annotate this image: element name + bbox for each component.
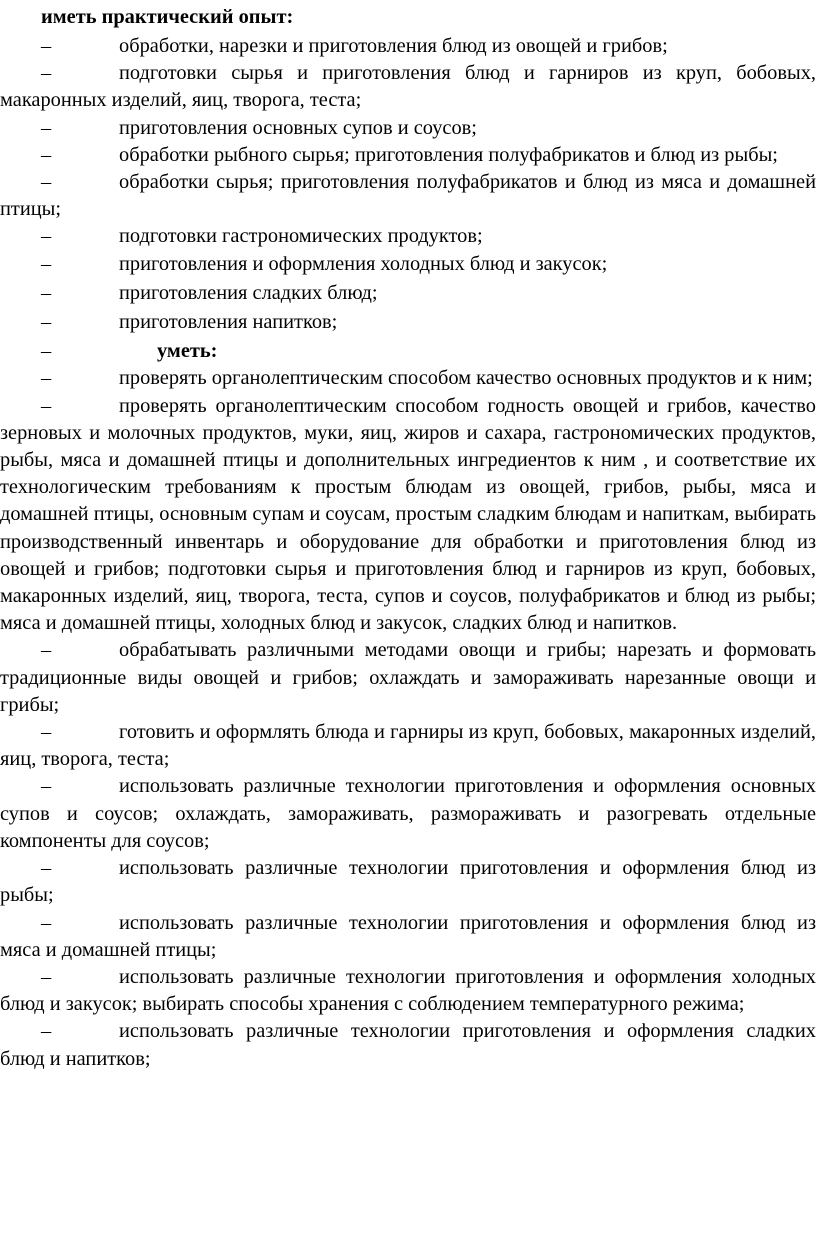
experience-item: – подготовки гастрономических продуктов;: [0, 223, 816, 250]
dash-marker: –: [41, 281, 52, 304]
skill-item: – использовать различные технологии приготовления и оформления блюд из мяса и домашней птицы;: [0, 911, 816, 961]
skill-item: – использовать различные технологии приготовления и оформления сладких блюд и напитков;: [0, 1020, 816, 1070]
experience-item: – приготовления и оформления холодных блюд и закусок;: [0, 251, 816, 278]
dash-marker: –: [41, 911, 52, 934]
experience-item: – приготовления основных супов и соусов;: [0, 115, 816, 142]
dash-marker: –: [41, 775, 52, 798]
experience-item: – приготовления сладких блюд;: [0, 280, 816, 307]
dash-marker: –: [41, 367, 52, 390]
experience-item: – обработки рыбного сырья; приготовления полуфабрикатов и блюд из рыбы;: [0, 142, 816, 169]
dash-marker: –: [41, 252, 52, 275]
dash-marker: –: [41, 311, 52, 334]
dash-marker: –: [41, 62, 52, 85]
skill-item: – готовить и оформлять блюда и гарниры из круп, бобовых, макаронных изделий, яиц, творога, теста;: [0, 721, 816, 771]
dash-marker: –: [41, 143, 52, 166]
skill-item: – проверять органолептическим способом годность овощей и грибов, качество зерновых и молочных продуктов, муки, яиц, жиров и сахара, гастрономических продуктов, рыбы, мяса и домашней птицы и дополнительных ингредиентов к ним , и соответствие их технологическим требованиям к простым блюдам из овощей, грибов, рыбы, мяса и домашней птицы, основным супам и соусам, простым сладким блюдам и напиткам, выбирать производственный инвентарь и оборудование для обработки и приготовления блюд из овощей и грибов; подготовки сырья и приготовления блюд и гарниров из круп, бобовых, макаронных изделий, яиц, творога, теста, супов и соусов, полуфабрикатов и блюд из рыбы; мяса и домашней птицы, холодных блюд и закусок, сладких блюд и напитков.: [0, 394, 816, 635]
dash-marker: –: [41, 35, 52, 57]
skill-item: – проверять органолептическим способом качество основных продуктов и к ним;: [0, 365, 816, 392]
skill-item: – использовать различные технологии приготовления и оформления холодных блюд и закусок; выбирать способы хранения с соблюдением температурного режима;: [0, 965, 816, 1016]
experience-item: – подготовки сырья и приготовления блюд и гарниров из круп, бобовых, макаронных изделий, яиц, творога, теста;: [0, 62, 816, 112]
skills-heading-row: [0, 338, 816, 365]
dash-marker: –: [41, 225, 52, 248]
dash-marker: –: [41, 1020, 52, 1043]
dash-marker: –: [41, 340, 52, 363]
experience-heading: иметь практический опыт:: [41, 6, 294, 28]
dash-marker: –: [41, 116, 52, 139]
dash-marker: –: [41, 171, 52, 194]
skill-item: – использовать различные технологии приготовления и оформления основных супов и соусов; охлаждать, замораживать, размораживать и разогревать отдельные компоненты для соусов;: [0, 775, 816, 852]
experience-item: – обработки сырья; приготовления полуфабрикатов и блюд из мяса и домашней птицы;: [0, 171, 816, 221]
skill-item: – обрабатывать различными методами овощи и грибы; нарезать и формовать традиционные виды овощей и грибов; охлаждать и замораживать нарезанные овощи и грибы;: [0, 639, 816, 716]
competency-list: [0, 33, 816, 1073]
experience-item: – приготовления напитков;: [0, 309, 816, 336]
skill-item: – использовать различные технологии приготовления и оформления блюд из рыбы;: [0, 857, 816, 907]
experience-item: – обработки, нарезки и приготовления блюд из овощей и грибов;: [0, 33, 816, 60]
dash-marker: –: [41, 857, 52, 880]
dash-marker: –: [41, 965, 52, 988]
dash-marker: –: [41, 721, 52, 744]
skills-heading: уметь:: [157, 340, 218, 363]
dash-marker: –: [41, 639, 52, 662]
dash-marker: –: [41, 394, 52, 417]
